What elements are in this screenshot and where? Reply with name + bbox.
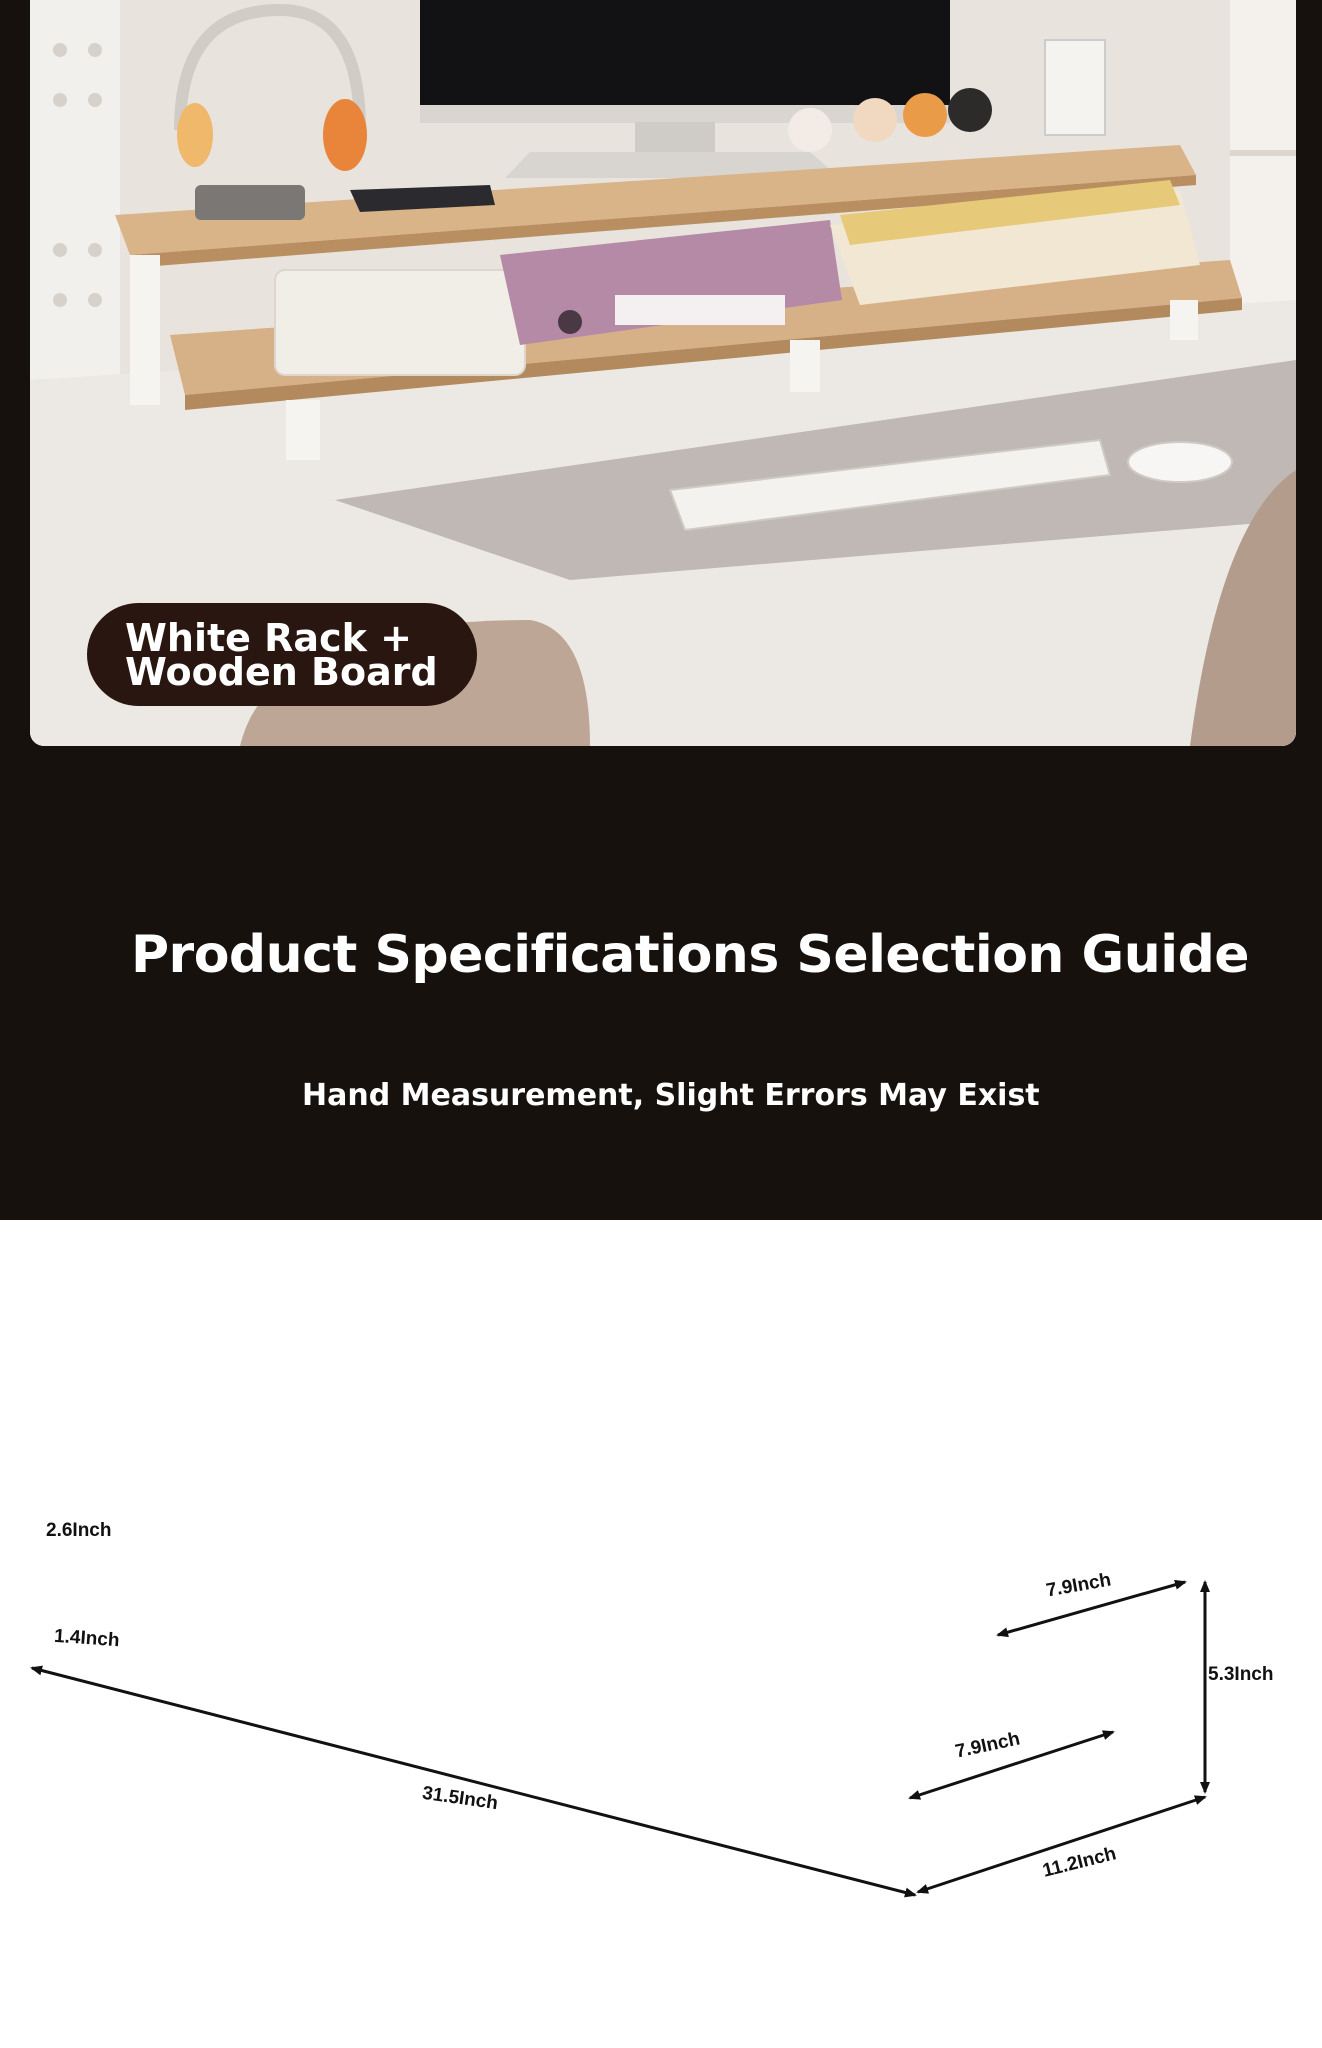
dim-label-2-6: 2.6Inch (46, 1520, 112, 1541)
dimension-diagram (0, 1220, 1322, 2048)
badge-line-2: Wooden Board (125, 650, 438, 694)
dim-label-5-3: 5.3Inch (1208, 1664, 1274, 1685)
dim-label-7-9-top: 7.9Inch (1044, 1569, 1113, 1602)
dim-label-31-5: 31.5Inch (420, 1782, 500, 1815)
spec-title: Product Specifications Selection Guide (130, 925, 1250, 985)
dim-label-11-2: 11.2Inch (1040, 1843, 1119, 1882)
dim-label-1-4: 1.4Inch (53, 1625, 121, 1652)
arrow-length (32, 1668, 915, 1895)
badge-line-1: White Rack + (125, 616, 412, 660)
variant-badge (87, 603, 477, 706)
dim-label-7-9-mid: 7.9Inch (953, 1728, 1022, 1763)
product-photo (30, 0, 1296, 746)
spec-subtitle: Hand Measurement, Slight Errors May Exist (302, 1078, 1040, 1113)
dimension-arrows (0, 1220, 1322, 2048)
